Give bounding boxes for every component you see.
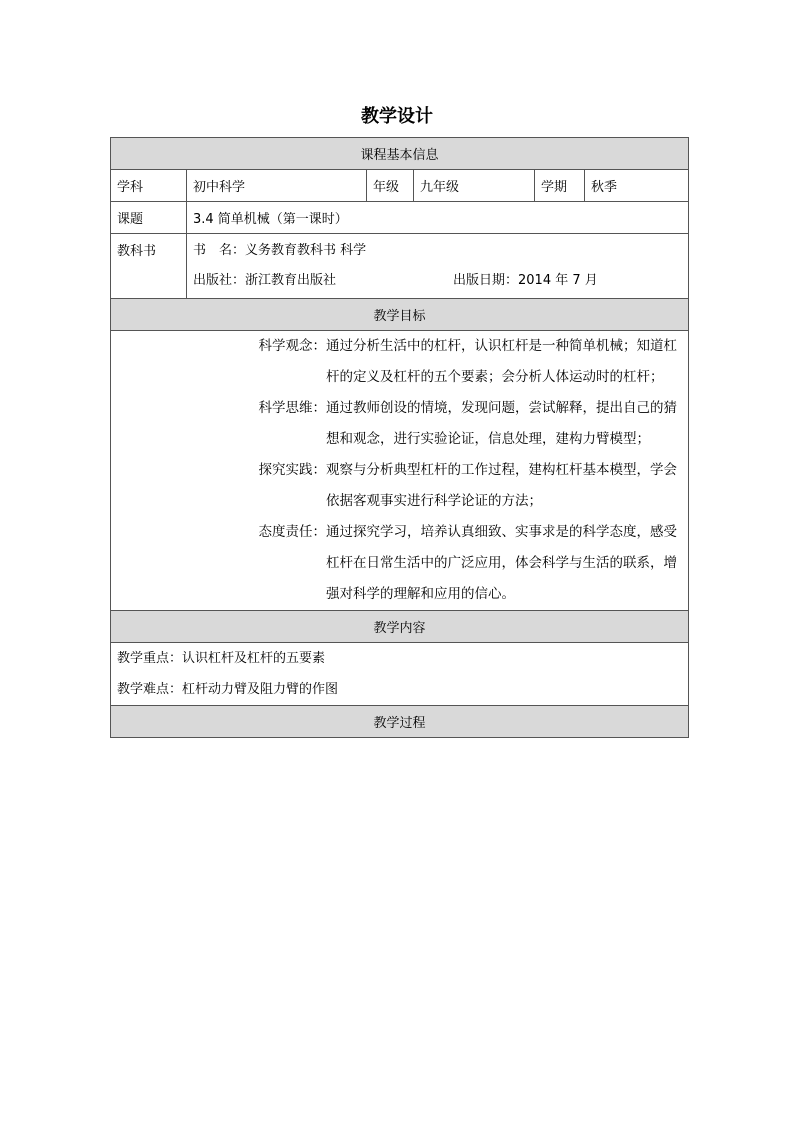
objective-text: 观察与分析典型杠杆的工作过程，建构杠杆基本模型，学会依据客观事实进行科学论证的方法； — [326, 462, 677, 509]
key-point: 教学重点：认识杠杆及杠杆的五要素 — [117, 651, 326, 666]
objective-item — [117, 517, 682, 610]
term-value: 秋季 — [585, 170, 689, 202]
grade-value: 九年级 — [414, 170, 535, 202]
content-header-row — [111, 611, 689, 643]
topic-value: 3.4 简单机械（第一课时） — [187, 202, 689, 234]
basic-info-header-row — [111, 138, 689, 170]
textbook-row — [111, 234, 689, 299]
textbook-info — [187, 234, 689, 299]
lesson-plan-table — [110, 137, 689, 738]
objective-text: 通过分析生活中的杠杆，认识杠杆是一种简单机械；知道杠杆的定义及杠杆的五个要素；会分析人体运动时的杠杆； — [326, 338, 677, 385]
topic-row — [111, 202, 689, 234]
objectives-header: 教学目标 — [111, 299, 689, 331]
content-row — [111, 643, 689, 706]
term-label: 学期 — [535, 170, 585, 202]
subject-row — [111, 170, 689, 202]
publisher: 出版社：浙江教育出版社 — [193, 273, 337, 288]
subject-value: 初中科学 — [187, 170, 367, 202]
objective-label: 态度责任： — [258, 524, 326, 540]
objective-text: 通过教师创设的情境，发现问题，尝试解释，提出自己的猜想和观念，进行实验论证，信息处理，建构力臂模型； — [326, 400, 677, 447]
objective-label: 探究实践： — [258, 462, 326, 478]
objective-text: 通过探究学习，培养认真细致、实事求是的科学态度，感受杠杆在日常生活中的广泛应用，体会科学与生活的联系，增强对科学的理解和应用的信心。 — [326, 524, 677, 602]
book-name: 书 名：义务教育教科书 科学 — [193, 243, 367, 258]
objectives-body — [111, 331, 689, 611]
objective-label: 科学思维： — [258, 400, 326, 416]
page-title: 教学设计 — [361, 106, 433, 127]
objective-item — [117, 393, 682, 455]
grade-label: 年级 — [367, 170, 414, 202]
content-body — [111, 643, 689, 706]
objectives-header-row — [111, 299, 689, 331]
process-header: 教学过程 — [111, 706, 689, 738]
textbook-label: 教科书 — [111, 234, 187, 299]
objectives-row — [111, 331, 689, 611]
objective-item — [117, 331, 682, 393]
basic-info-header: 课程基本信息 — [111, 138, 689, 170]
publication-date: 出版日期：2014 年 7 月 — [453, 273, 598, 288]
process-header-row — [111, 706, 689, 738]
topic-label: 课题 — [111, 202, 187, 234]
subject-label: 学科 — [111, 170, 187, 202]
difficulty-point: 教学难点：杠杆动力臂及阻力臂的作图 — [117, 682, 339, 697]
objective-label: 科学观念： — [258, 338, 326, 354]
objective-item — [117, 455, 682, 517]
content-header: 教学内容 — [111, 611, 689, 643]
